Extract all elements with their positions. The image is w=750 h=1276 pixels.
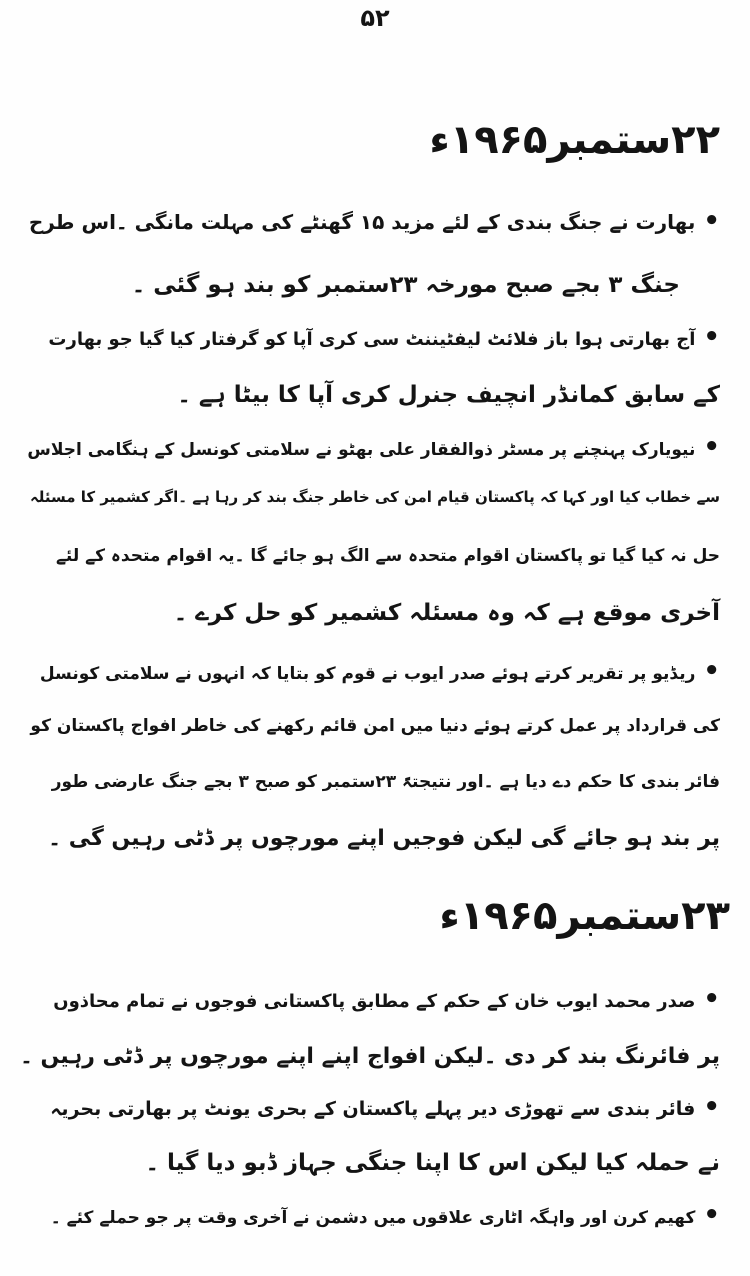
entry-3-line-3: حل نہ کیا گیا تو پاکستان اقوام متحدہ سے الگ ہو جائے گا ۔یہ اقوام متحدہ کے لئے xyxy=(55,546,720,566)
bullet-icon: • xyxy=(703,656,720,686)
entry-5-line-1: •صدر محمد ایوب خان کے حکم کے مطابق پاکستانی فوجوں نے تمام محاذوں xyxy=(53,984,720,1014)
entry-1-line-1: •بھارت نے جنگ بندی کے لئے مزید ۱۵ گھنٹے کی مہلت مانگی ۔اس طرح xyxy=(28,206,720,236)
bullet-icon: • xyxy=(703,432,720,462)
bullet-icon: • xyxy=(703,1200,720,1230)
bullet-icon: • xyxy=(703,1092,720,1122)
entry-2-line-2: کے سابق کمانڈر انچیف جنرل کری آپا کا بیٹا ہے ۔ xyxy=(177,382,720,408)
entry-6-line-1: •فائر بندی سے تھوڑی دیر پہلے پاکستان کے بحری یونٹ پر بھارتی بحریہ xyxy=(50,1092,720,1122)
entry-1-line-2: جنگ ۳ بجے صبح مورخہ ۲۳ستمبر کو بند ہو گئی ۔ xyxy=(131,272,680,298)
entry-4-line-3: فائر بندی کا حکم دے دیا ہے ۔اور نتیجتہً ۲۳ستمبر کو صبح ۳ بجے جنگ عارضی طور xyxy=(51,772,720,792)
entry-3-line-1: •نیویارک پہنچنے پر مسٹر ذوالفقار علی بھٹو نے سلامتی کونسل کے ہنگامی اجلاس xyxy=(27,432,720,462)
page-number: ۵۲ xyxy=(360,4,390,32)
entry-4-line-4: پر بند ہو جائے گی لیکن فوجیں اپنے مورچوں پر ڈٹی رہیں گی ۔ xyxy=(48,826,720,851)
entry-5-line-2: پر فائرنگ بند کر دی ۔لیکن افواج اپنے اپنے مورچوں پر ڈٹی رہیں ۔ xyxy=(20,1044,720,1069)
entry-3-line-2: سے خطاب کیا اور کہا کہ پاکستان قیام امن کی خاطر جنگ بند کر رہا ہے ۔اگر کشمیر کا مسئلہ xyxy=(29,488,720,506)
bullet-icon: • xyxy=(703,984,720,1014)
entry-2-line-1: •آج بھارتی ہوا باز فلائٹ لیفٹیننٹ سی کری آپا کو گرفتار کیا گیا جو بھارت xyxy=(48,322,720,352)
entry-7-line-1: •کھیم کرن اور واہگہ اٹاری علاقوں میں دشمن نے آخری وقت پر جو حملے کئے ۔ xyxy=(50,1200,720,1230)
bullet-icon: • xyxy=(703,322,720,352)
entry-4-line-2: کی قرارداد پر عمل کرتے ہوئے دنیا میں امن قائم رکھنے کی خاطر افواج پاکستان کو xyxy=(30,716,720,736)
date-heading-22-september: ۲۲ستمبر۱۹۶۵ء xyxy=(429,117,720,163)
date-heading-23-september: ۲۳ستمبر۱۹۶۵ء xyxy=(439,893,730,939)
bullet-icon: • xyxy=(703,206,720,236)
entry-4-line-1: •ریڈیو پر تقریر کرتے ہوئے صدر ایوب نے قوم کو بتایا کہ انہوں نے سلامتی کونسل xyxy=(39,656,720,686)
entry-6-line-2: نے حملہ کیا لیکن اس کا اپنا جنگی جہاز ڈبو دیا گیا ۔ xyxy=(145,1150,720,1176)
entry-3-line-4: آخری موقع ہے کہ وہ مسئلہ کشمیر کو حل کرے ۔ xyxy=(173,600,720,626)
